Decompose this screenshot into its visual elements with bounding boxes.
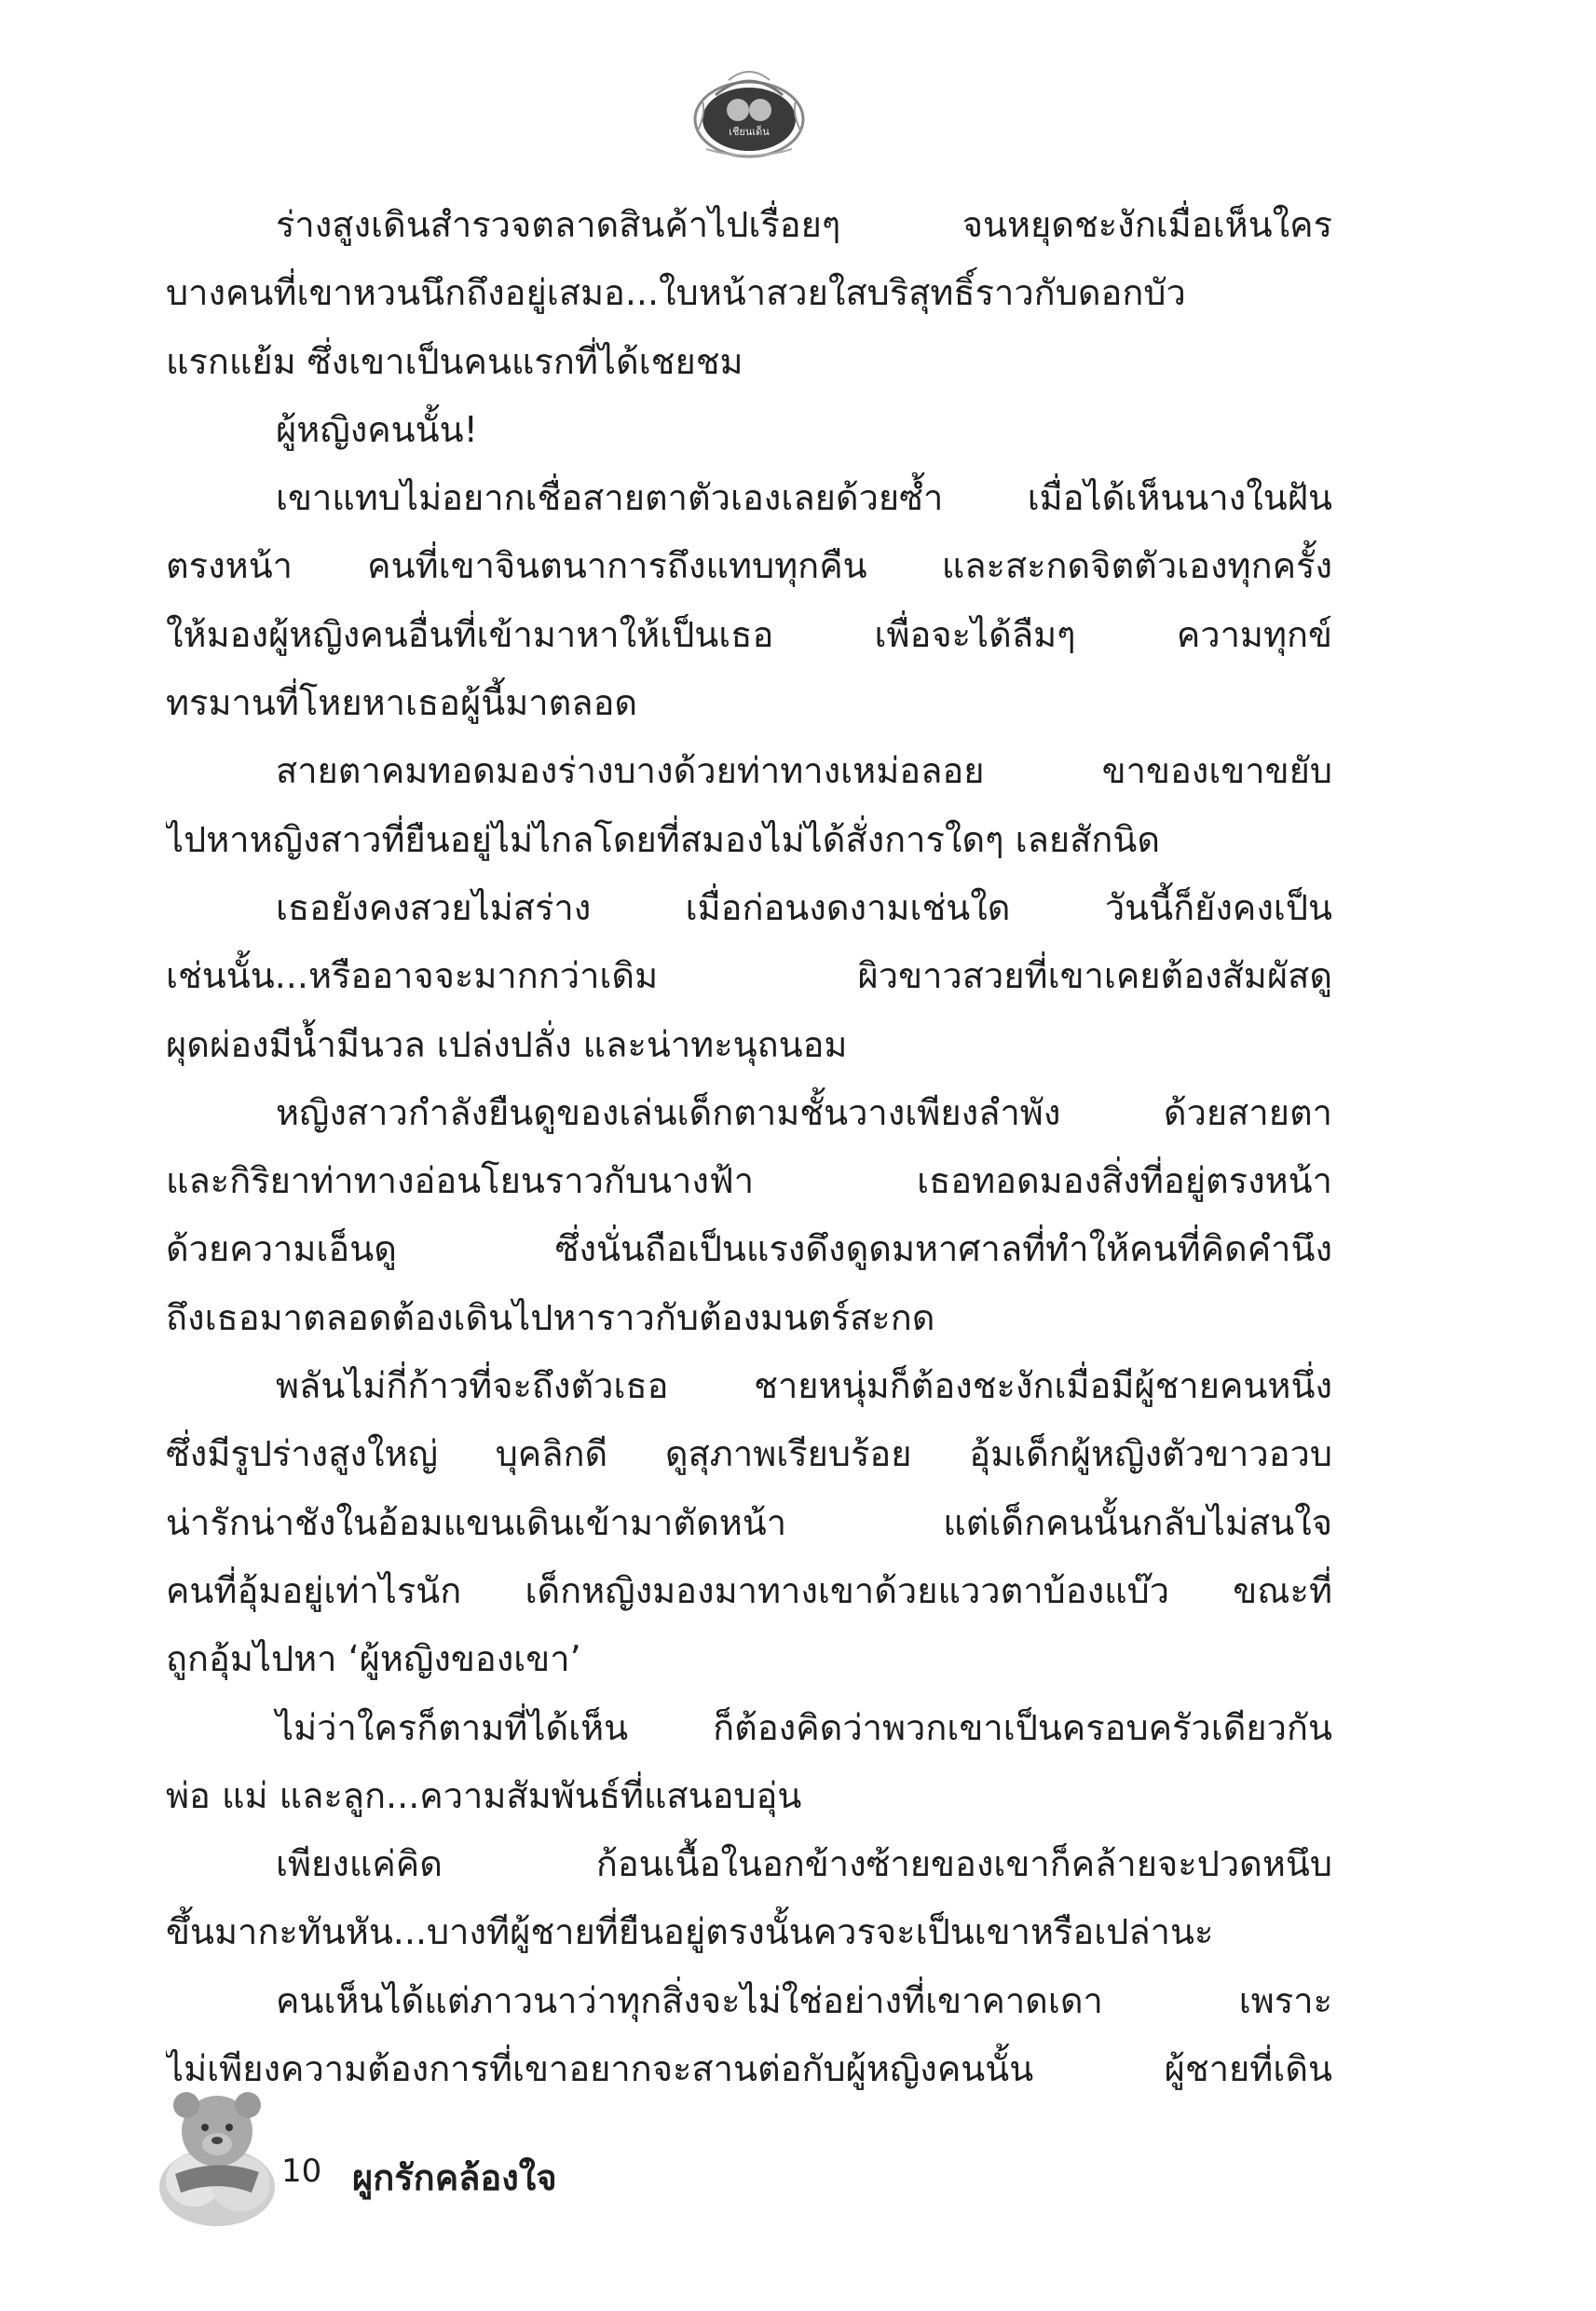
text-line: สายตาคมทอดมองร่างบางด้วยท่าทางเหม่อลอย ขาของเขาขยับ <box>276 750 1332 792</box>
emblem-text: เชียนเด็น <box>729 126 770 138</box>
text-line: ขึ้นมากะทันหัน...บางทีผู้ชายที่ยืนอยู่ตรงนั้นควรจะเป็นเขาหรือเปล่านะ <box>166 1911 1214 1953</box>
text-line: ไม่เพียงความต้องการที่เขาอยากจะสานต่อกับผู้หญิงคนนั้น ผู้ชายที่เดิน <box>166 2048 1332 2090</box>
text-line: คนเห็นได้แต่ภาวนาว่าทุกสิ่งจะไม่ใช่อย่างที่เขาคาดเดา เพราะ <box>276 1979 1332 2021</box>
header-emblem <box>688 58 811 162</box>
page-number: 10 <box>281 2153 322 2190</box>
text-line: พ่อ แม่ และลูก...ความสัมพันธ์ที่แสนอบอุ่น <box>166 1774 802 1816</box>
text-line: ถึงเธอมาตลอดต้องเดินไปหาราวกับต้องมนตร์สะกด <box>166 1296 935 1338</box>
text-line: เช่นนั้น...หรืออาจจะมากกว่าเดิม ผิวขาวสวยที่เขาเคยต้องสัมผัสดู <box>166 955 1332 997</box>
emblem-ornament-icon <box>688 58 811 162</box>
paragraph <box>166 396 1332 464</box>
teddy-bear-icon <box>147 2083 287 2232</box>
text-line: เพียงแค่คิด ก้อนเนื้อในอกข้างซ้ายของเขาก็คล้ายจะปวดหนึบ <box>276 1843 1332 1885</box>
text-line: ทรมานที่โหยหาเธอผู้นี้มาตลอด <box>166 682 638 724</box>
text-line: ด้วยความเอ็นดู ซึ่งนั่นถือเป็นแรงดึงดูดมหาศาลที่ทำให้คนที่คิดคำนึง <box>166 1228 1332 1270</box>
body-text <box>166 191 1332 2103</box>
text-line: ไปหาหญิงสาวที่ยืนอยู่ไม่ไกลโดยที่สมองไม่ได้สั่งการใดๆ เลยสักนิด <box>166 818 1161 860</box>
paragraph <box>166 737 1332 874</box>
text-line: ร่างสูงเดินสำรวจตลาดสินค้าไปเรื่อยๆ จนหยุดชะงักเมื่อเห็นใคร <box>276 204 1332 245</box>
text-line: ผู้หญิงคนนั้น! <box>276 408 478 450</box>
paragraph <box>166 874 1332 1079</box>
text-line: น่ารักน่าชังในอ้อมแขนเดินเข้ามาตัดหน้า แต่เด็กคนนั้นกลับไม่สนใจ <box>166 1501 1332 1543</box>
paragraph <box>166 1079 1332 1352</box>
text-line: ซึ่งมีรูปร่างสูงใหญ่ บุคลิกดี ดูสุภาพเรียบร้อย อุ้มเด็กผู้หญิงตัวขาวอวบ <box>166 1433 1332 1475</box>
book-title: ผูกรักคล้องใจ <box>352 2157 557 2198</box>
text-line: บางคนที่เขาหวนนึกถึงอยู่เสมอ...ใบหน้าสวยใสบริสุทธิ์ราวกับดอกบัว <box>166 272 1186 314</box>
paragraph <box>166 1694 1332 1831</box>
text-line: ไม่ว่าใครก็ตามที่ได้เห็น ก็ต้องคิดว่าพวกเขาเป็นครอบครัวเดียวกัน <box>276 1706 1332 1748</box>
paragraph <box>166 1830 1332 1967</box>
text-line: พลันไม่กี่ก้าวที่จะถึงตัวเธอ ชายหนุ่มก็ต้องชะงักเมื่อมีผู้ชายคนหนึ่ง <box>276 1365 1332 1407</box>
text-line: คนที่อุ้มอยู่เท่าไรนัก เด็กหญิงมองมาทางเขาด้วยแววตาบ้องแบ๊ว ขณะที่ <box>166 1569 1332 1611</box>
text-line: ผุดผ่องมีน้ำมีนวล เปล่งปลั่ง และน่าทะนุถนอม <box>166 1023 848 1065</box>
text-line: เธอยังคงสวยไม่สร่าง เมื่อก่อนงดงามเช่นใด วันนี้ก็ยังคงเป็น <box>276 886 1332 928</box>
text-line: เขาแทบไม่อยากเชื่อสายตาตัวเองเลยด้วยซ้ำ เมื่อได้เห็นนางในฝัน <box>276 477 1332 519</box>
paragraph <box>166 464 1332 737</box>
text-line: ถูกอุ้มไปหา ‘ผู้หญิงของเขา’ <box>166 1638 581 1680</box>
paragraph <box>166 1352 1332 1693</box>
text-line: และกิริยาท่าทางอ่อนโยนราวกับนางฟ้า เธอทอดมองสิ่งที่อยู่ตรงหน้า <box>166 1160 1332 1202</box>
text-line: หญิงสาวกำลังยืนดูของเล่นเด็กตามชั้นวางเพียงลำพัง ด้วยสายตา <box>276 1091 1332 1133</box>
text-line: ให้มองผู้หญิงคนอื่นที่เข้ามาหาให้เป็นเธอ เพื่อจะได้ลืมๆ ความทุกข์ <box>166 613 1332 655</box>
text-line: แรกแย้ม ซึ่งเขาเป็นคนแรกที่ได้เชยชม <box>166 340 743 382</box>
paragraph <box>166 191 1332 396</box>
text-line: ตรงหน้า คนที่เขาจินตนาการถึงแทบทุกคืน และสะกดจิตตัวเองทุกครั้ง <box>166 545 1332 587</box>
paragraph <box>166 1967 1332 2104</box>
